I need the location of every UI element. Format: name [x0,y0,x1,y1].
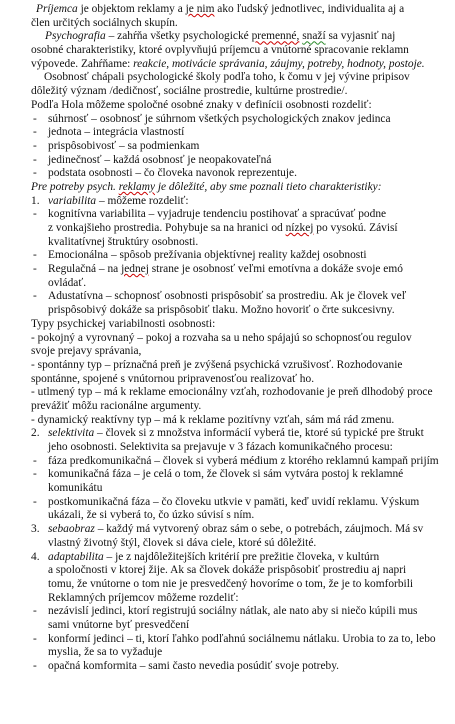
list-item: - jedinečnosť – každá osobnosť je neopakovateľná [33,153,272,166]
section-intro: Pre potreby psych. reklamy je dôležité, aby sme poznali tieto charakteristiky: [31,180,382,193]
list-item-cont: myslia, že sa to vyžaduje [48,646,163,659]
list-item-cont: sami vnútorne byť presvedčení [48,618,190,631]
list-item: - jednota – integrácia vlastností [33,126,185,139]
paragraph-line: - utlmený typ – má k reklame emocionálny vzťah, rozhodovanie je preň dlhodobý proce [31,386,433,399]
paragraph-line: člen určitých sociálnych skupín. [31,16,178,29]
numbered-item-cont: jeho osobnosti. Selektivita sa prejavuje v 3 fázach komunikačného procesu: [48,441,393,453]
list-item-cont: komunikátu [48,482,103,495]
list-item-cont: kvalitatívnej štruktúry osobnosti. [48,235,199,248]
paragraph-line: osobné charakteristiky, ktoré ovplyvňujú príjemcu a vnútorné spracovanie reklamn [31,44,409,57]
list-item: - súhrnosť – osobnosť je súhrnom všetkých psychologických znakov jedinca [33,112,391,125]
paragraph-line: - spontánny typ – príznačná preň je zvýšená psychická vzrušivosť. Rozhodovanie [31,358,403,371]
list-item: - prispôsobivosť – sa podmienkam [33,139,200,152]
numbered-item-cont: a spoločnosti v ktorej žije. Ak sa človek dokáže prispôsobiť prostrediu aj napri [48,564,407,577]
paragraph-line: Príjemca je objektom reklamy a je nim ako ľudský jednotlivec, individualita aj a [36,3,405,15]
numbered-item: 2. selektivita – človek si z množstva informácií vyberá tie, ktoré sú typické pre štrukt [31,427,424,440]
paragraph-line: Psychografia – zahŕňa všetky psychologické premenné, snaží sa vyjasniť naj [45,30,396,43]
list-item: - postkomunikačná fáza – čo človeku utkvie v pamäti, keď uvidí reklamu. Výskum [33,495,420,508]
paragraph-line: spontánne, spojené s vnútornou pripravenosťou realizovať ho. [31,372,315,385]
list-item: - Regulačná – na jednej strane je osobnosť veľmi emotívna a dokáže svoje emó [33,263,403,276]
paragraph-line: svoje prejavy správania, [31,345,142,358]
numbered-item-cont: tomu, že vnútorne o tom nie je presvedčený hovoríme o tom, že je to komforbili [48,577,414,590]
numbered-item-cont: Reklamných príjemcov môžeme rozdeliť: [48,591,239,604]
list-item: - opačná komformita – sami často nevedia posúdiť svoje potreby. [33,660,340,672]
paragraph-line: - dynamický reaktívny typ – má k reklame pozitívny vzťah, sám má rád zmenu. [31,413,395,426]
list-item-cont: z vonkajšieho prostredia. Pohybuje sa na hranici od nízkej po vysokú. Závisí [48,222,398,234]
paragraph-line: výpovede. Zahŕňame: reakcie, motivácie správania, záujmy, potreby, hodnoty, postoje. [31,57,425,70]
paragraph-line: Podľa Hola môžeme spoločné osobné znaky v definícii osobnosti rozdeliť: [31,98,372,111]
numbered-item: 4. adaptabilita – je z najdôležitejších kritérií pre prežitie človeka, v kultúrn [31,550,380,563]
paragraph-line: Osobnosť chápali psychologické školy podľa toho, k čomu v jej vývine pripisov [44,71,410,84]
paragraph-line: prevážiť môžu racionálne argumenty. [31,399,202,412]
list-item-cont: ukázali, že si vyberá to, čo úzko súvisí s ním. [48,509,255,522]
numbered-item: 1. variabilita – môžeme rozdeliť: [31,194,189,207]
paragraph-line: dôležitý význam /dedičnosť, sociálne prostredie, kultúrne prostredie/. [31,85,348,98]
numbered-item-cont: vlastný životný štýl, človek si dáva ciele, ktoré sú dôležité. [48,536,317,549]
list-item: - fáza predkomunikačná – človek si vyberá médium z ktorého reklamnú kampaň prijím [33,454,439,467]
list-item: - podstata osobnosti – čo človeka navonok reprezentuje. [33,167,297,180]
list-item: - nezávislí jedinci, ktorí registrujú sociálny nátlak, ale nato aby si niečo kúpili mus [33,605,418,618]
numbered-item: 3. sebaobraz – každý má vytvorený obraz sám o sebe, o potrebách, záujmoch. Má sv [31,523,424,536]
list-item-cont: ovládať. [48,276,87,289]
list-item: - komunikačná fáza – je celá o tom, že človek si sám vytvára postoj k reklamné [33,468,404,481]
list-item-cont: prispôsobivý dokáže sa prispôsobiť tlaku. Možno hovoriť o črte sukcesivny. [48,304,395,317]
list-item: - Emocionálna – spôsob prežívania objektívnej reality každej osobnosti [33,249,367,262]
paragraph-line: - pokojný a vyrovnaný – pokoj a rozvaha sa u neho spájajú so schopnosťou regulov [31,331,412,344]
list-item: - konformí jedinci – ti, ktorí ľahko podľahnú sociálnemu nátlaku. Urobia to za to, lebo [33,632,436,645]
list-item: - kognitívna variabilita – vyjadruje tendenciu postihovať a spracúvať podne [33,208,387,221]
list-item: - Adustatívna – schopnosť osobnosti prispôsobiť sa prostrediu. Ak je človek veľ [33,290,407,303]
paragraph-line: Typy psychickej variabilnosti osobnosti: [31,317,216,330]
